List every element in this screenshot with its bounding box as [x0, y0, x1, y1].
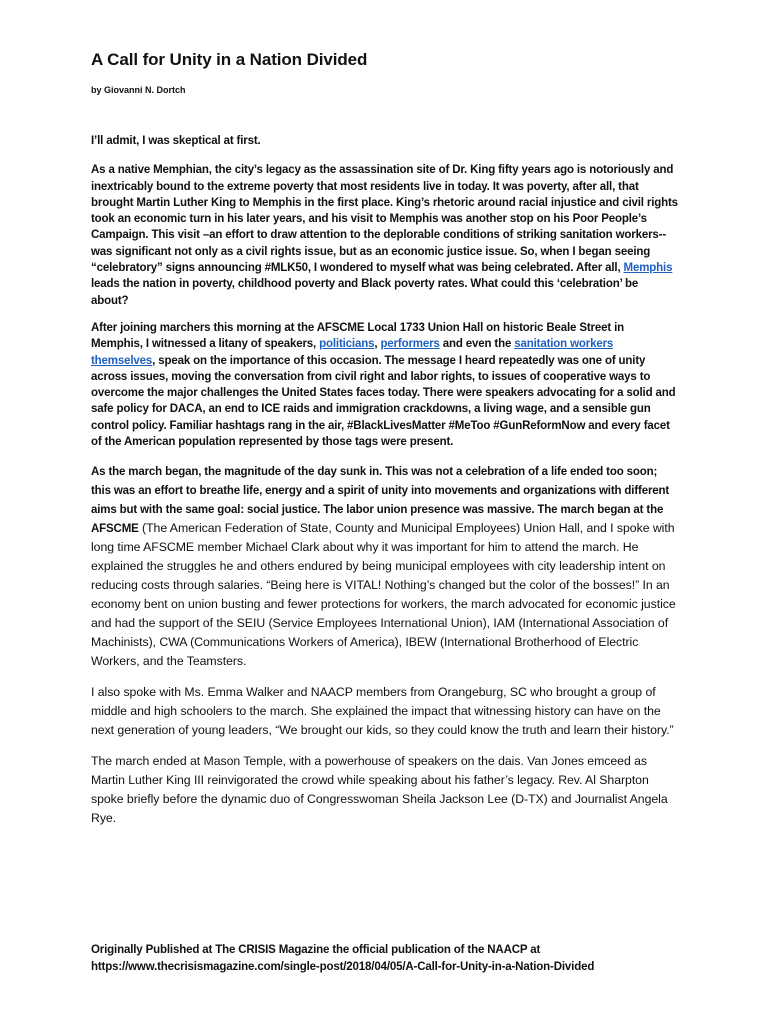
paragraph-orangeburg: I also spoke with Ms. Emma Walker and NAACP members from Orangeburg, SC who brought a group of middle and high schoolers to the march. She explained the impact that witnessing history can have on the next generation of young leaders, “We brought our kids, so they could know the truth and learn their history.”	[91, 685, 674, 738]
memphis-link[interactable]: Memphis	[623, 262, 673, 275]
paragraph-text: After joining marchers this morning at the AFSCME Local 1733 Union Hall on historic Beale Street in Memphis, I witnessed a litany of speakers,	[91, 321, 624, 351]
paragraph-text: (The American Federation of State, County and Municipal Employees) Union Hall, and I spoke with long time AFSCME member Michael Clark about why it was important for him to attend the march. He explained the struggles he and others endured by being municipal employees with city leadership intent on reducing costs through salaries. “Being here is VITAL! Nothing’s changed but the color of the bosses!” In an economy bent on union busting and fewer protections for workers, the march advocated for economic justice and had the support of the SEIU (Service Employees International Union), IAM (International Association of Machinists), CWA (Communications Workers of America), IBEW (International Brotherhood of Electric Workers, and the Teamsters.	[91, 521, 676, 669]
intro-paragraph: I’ll admit, I was skeptical at first.	[91, 135, 261, 147]
politicians-link[interactable]: politicians	[319, 338, 375, 351]
paragraph-text: and even the	[439, 338, 515, 351]
paragraph-mason-temple: The march ended at Mason Temple, with a powerhouse of speakers on the dais. Van Jones emceed as Martin Luther King III reinvigorated the crowd while speaking about his father’s legacy. Rev. Al Sharpton spoke briefly before the dynamic duo of Congresswoman Sheila Jackson Lee (D-TX) and Journalist Angela Rye.	[91, 754, 668, 826]
paragraph-text: leads the nation in poverty, childhood poverty and Black poverty rates. What could this ‘celebration’ be about?	[91, 278, 639, 307]
paragraph-march	[91, 462, 678, 671]
article-byline: by Giovanni N. Dortch	[91, 85, 186, 95]
article-body	[91, 133, 678, 828]
publication-note-line: Originally Published at The CRISIS Magazine the official publication of the NAACP at	[91, 944, 541, 956]
paragraph-text: ,	[374, 338, 381, 351]
publication-note	[91, 942, 691, 975]
article-title: A Call for Unity in a Nation Divided	[91, 50, 368, 69]
paragraph-text: As a native Memphian, the city’s legacy as the assassination site of Dr. King fifty years ago is notoriously and inextricably bound to the extreme poverty that most residents live in today. It was poverty, after all, that brought Martin Luther King to Memphis in the first place. King’s rhetoric around racial injustice and civil rights took an economic turn in his later years, and his visit to Memphis was another stop on his Poor People’s Campaign. This visit –an effort to draw attention to the deplorable conditions of striking sanitation workers-- was significant not only as a civil rights issue, but as an economic justice issue. So, when I began seeing “celebratory” signs announcing #MLK50, I wondered to myself what was being celebrated. After all,	[91, 164, 678, 275]
paragraph-poverty	[91, 162, 678, 309]
source-url: https://www.thecrisismagazine.com/single-post/2018/04/05/A-Call-for-Unity-in-a-Nation-Divided	[91, 960, 595, 973]
paragraph-speakers	[91, 320, 678, 450]
paragraph-text: , speak on the importance of this occasion. The message I heard repeatedly was one of unity across issues, moving the conversation from civil right and labor rights, to issues of cooperative ways to overcome the major challenges the United States faces today. There were speakers advocating for a solid and safe policy for DACA, an end to ICE raids and immigration crackdowns, a living wage, and a sensible gun control policy. Familiar hashtags rang in the air, #BlackLivesMatter #MeToo #GunReformNow and every facet of the American population represented by those tags were present.	[91, 354, 676, 449]
performers-link[interactable]: performers	[380, 338, 440, 351]
paragraph-bold-text: As the march began, the magnitude of the day sunk in. This was not a celebration of a life ended too soon; this was an effort to breathe life, energy and a spirit of unity into movements and organizations with different aims but with the same goal: social justice. The labor union presence was massive. The march began at the AFSCME	[91, 466, 670, 536]
sanitation-workers-link[interactable]: sanitation workers themselves	[91, 338, 614, 367]
